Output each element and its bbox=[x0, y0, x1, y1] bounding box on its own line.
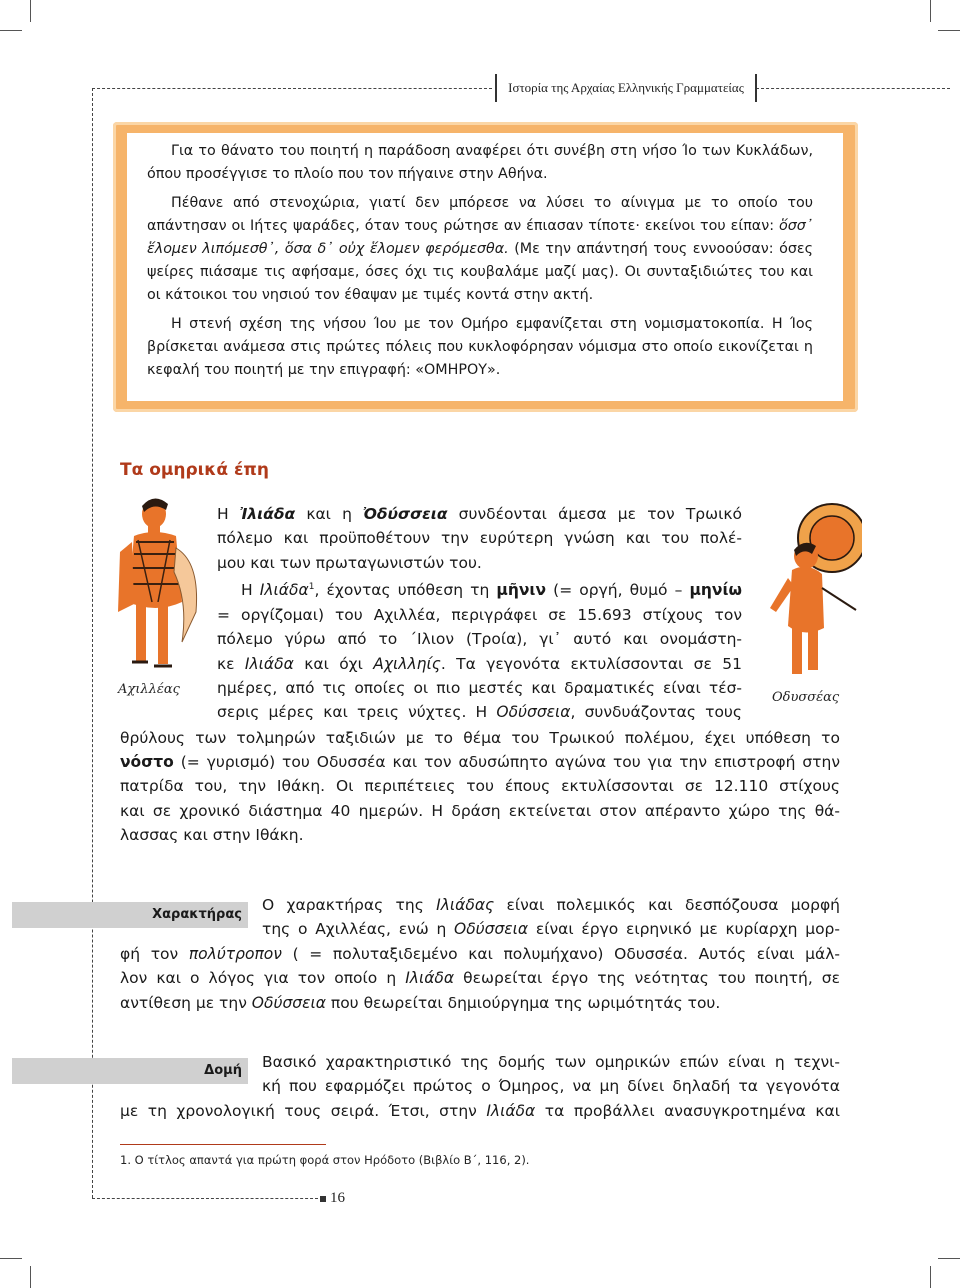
epics-text-wide bbox=[120, 726, 840, 848]
greek-term: νόστο bbox=[120, 753, 174, 771]
crop-mark bbox=[0, 30, 22, 31]
text-run: Η bbox=[217, 505, 240, 523]
page-frame-left bbox=[92, 88, 93, 1198]
achilles-figure-illustration bbox=[112, 492, 204, 682]
text-line: κή που εφαρμόζει πρώτος ο Όμηρος, να μη δίνει δηλαδή τα γεγονότα bbox=[262, 1077, 840, 1096]
achillis-title: Αχιλληίς bbox=[373, 654, 441, 673]
text-run: , συνδυάζοντας τους bbox=[570, 703, 742, 722]
header-rule-right bbox=[756, 88, 950, 89]
greek-term: πολύτροπον bbox=[188, 944, 282, 963]
text-run: σερις μέρες και τρεις νύχτες. Η bbox=[217, 703, 497, 722]
iliad-title: Ιλιάδας bbox=[436, 896, 495, 914]
text-run: ( = πολυταξιδεμένο και πολυμήχανο) Οδυσσέα. Αυτός είναι μάλ- bbox=[281, 944, 840, 963]
text-line: πόλεμο γύρω από το ΄Ιλιον (Τροία), γι᾿ αυτό και ονομάστη- bbox=[217, 630, 742, 649]
text-run: συνδέονται άμεσα με τον Τρωικό bbox=[447, 505, 742, 523]
text-run: Η bbox=[241, 581, 260, 600]
text-line bbox=[217, 652, 742, 676]
text-line bbox=[120, 991, 840, 1015]
crop-mark bbox=[30, 0, 31, 22]
text-line bbox=[120, 942, 840, 966]
iliad-title: Ιλιάδα bbox=[486, 1101, 536, 1120]
text-run: και η bbox=[295, 505, 364, 523]
crop-mark bbox=[930, 1266, 931, 1288]
text-run: (= οργή, θυμό – bbox=[546, 581, 690, 600]
text-line: = οργίζομαι) του Αχιλλέα, περιγράφει σε 15.693 στίχους τον bbox=[217, 605, 742, 624]
note-text: Πέθανε από στενοχώρια, γιατί δεν μπόρεσε να λύσει το αίνιγμα με το οποίο του απάντησαν οι Ιήτες ψαράδες, όταν τους ρώτησε αν έπιασαν τίποτε· εκείνοι του είπαν: bbox=[147, 195, 813, 234]
text-run: λον και ο λόγος για τον οποίο η bbox=[120, 969, 406, 988]
text-run: Ο χαρακτήρας της bbox=[262, 896, 437, 914]
iliad-title: Ἰλιάδα bbox=[239, 505, 296, 523]
odysseus-figure-illustration bbox=[752, 498, 862, 688]
text-line bbox=[217, 575, 742, 603]
section-heading: Τα ομηρικά έπη bbox=[120, 460, 269, 480]
text-line bbox=[217, 700, 742, 724]
header-rule-left bbox=[92, 88, 492, 89]
side-label-structure: Δομή bbox=[12, 1058, 248, 1084]
text-line: Βασικό χαρακτηριστικό της δομής των ομηρικών επών είναι η τεχνι- bbox=[262, 1053, 840, 1071]
side-label-character: Χαρακτήρας bbox=[12, 902, 248, 928]
text-line: πόλεμο και προϋποθέτουν την ευρύτερη γνώση και του πολέ- bbox=[217, 529, 742, 548]
character-text-narrow bbox=[262, 893, 840, 942]
iliad-title: Ιλιάδα bbox=[259, 581, 309, 600]
text-line bbox=[262, 917, 840, 941]
footnote: 1. Ο τίτλος απαντά για πρώτη φορά στον Ηρόδοτο (Βιβλίο Β΄, 116, 2). bbox=[120, 1153, 530, 1167]
text-run: και όχι bbox=[293, 654, 374, 673]
iliad-title: Ιλιάδα bbox=[244, 654, 294, 673]
text-line: ημέρες, από τις οποίες οι πιο μεστές και δραματικές είναι τέσ- bbox=[217, 679, 742, 697]
text-run: αντίθεση με την bbox=[120, 993, 252, 1012]
text-run: που θεωρείται δημιούργημα της ωριμότητάς του. bbox=[325, 993, 721, 1012]
achilles-caption: Αχιλλέας bbox=[118, 682, 180, 697]
crop-mark bbox=[930, 0, 931, 22]
text-line: θρύλους των τολμηρών ταξιδιών με το θέμα του Τρωικού πολέμου, έχει υπόθεση το bbox=[120, 728, 840, 747]
text-line: και σε χρονικό διάστημα 40 ημερών. Η δράση εκτείνεται στον απέραντο χώρο της θά- bbox=[120, 801, 840, 820]
text-run: είναι έργο ειρηνικό με κυρίαρχη μορ- bbox=[528, 920, 840, 939]
crop-mark bbox=[938, 30, 960, 31]
text-run: με τη χρονολογική τους σειρά. Έτσι, στην bbox=[120, 1101, 487, 1120]
note-box-text bbox=[147, 140, 813, 388]
text-run: θεωρείται έργο της νεότητας του ποιητή, σε bbox=[454, 969, 840, 988]
structure-text-wide bbox=[120, 1099, 840, 1123]
note-paragraph: Η στενή σχέση της νήσου Ίου με τον Ομήρο εμφανίζεται στη νομισματοκοπία. Η Ίος βρίσκεται ανάμεσα στις πρώτες πόλεις που κυκλοφόρησαν νόμισμα στο οποίο εικονίζεται η κεφαλή του ποιητή με την επιγραφή: «ΟΜΗΡΟΥ». bbox=[147, 316, 813, 378]
epics-text-narrow bbox=[217, 502, 742, 725]
text-run: φή τον bbox=[120, 944, 189, 963]
text-line: μου και των πρωταγωνιστών του. bbox=[217, 553, 482, 572]
text-line bbox=[120, 966, 840, 990]
text-line bbox=[120, 750, 840, 774]
running-header: Ιστορία της Αρχαίας Ελληνικής Γραμματείας bbox=[495, 74, 757, 102]
odyssey-title: Οδύσσεια bbox=[454, 920, 529, 939]
crop-mark bbox=[0, 1258, 22, 1259]
greek-term: μηνίω bbox=[689, 581, 742, 600]
greek-term: μῆνιν bbox=[496, 581, 547, 600]
note-text: (Με την απάντησή τους εννοούσαν: όσες ψείρες πιάσαμε τις αφήσαμε, όσες όχι τις κουβαλάμε μαζί μας). Οι συνταξιδιώτες του και οι κάτοικοι του νησιού τον έθαψαν με τιμές κοντά στην ακτή. bbox=[147, 241, 813, 303]
text-line bbox=[120, 1099, 840, 1123]
text-run: . Τα γεγονότα εκτυλίσσονται σε 51 bbox=[440, 654, 742, 673]
iliad-title: Ιλιάδα bbox=[405, 969, 455, 988]
text-run: κε bbox=[217, 654, 245, 673]
ancient-quote: ὅσσ᾿ ἕλομεν λιπόμεσθ᾿, ὅσα δ᾿ οὐχ ἕλομεν φερόμεσθα. bbox=[147, 218, 813, 257]
footnote-rule bbox=[120, 1144, 326, 1145]
crop-mark bbox=[938, 1258, 960, 1259]
page-frame-bottom bbox=[92, 1198, 318, 1199]
text-run: , έχοντας υπόθεση τη bbox=[314, 581, 497, 600]
text-run: (= γυρισμό) του Οδυσσέα και τον αδυσώπητο αγώνα του για την επιστροφή στην bbox=[173, 753, 840, 771]
text-run: τα προβάλλει ανασυγκροτημένα και bbox=[535, 1101, 840, 1120]
text-line bbox=[217, 502, 742, 526]
note-paragraph bbox=[147, 192, 813, 307]
odyssey-title: Ὀδύσσεια bbox=[363, 505, 448, 523]
structure-text-narrow bbox=[262, 1050, 840, 1099]
page-number-marker bbox=[320, 1196, 326, 1202]
page-number: 16 bbox=[330, 1190, 345, 1206]
odysseus-caption: Οδυσσέας bbox=[772, 690, 840, 705]
character-text-wide bbox=[120, 942, 840, 1015]
odyssey-title: Οδύσσεια bbox=[496, 703, 571, 722]
text-line: λασσας και στην Ιθάκη. bbox=[120, 826, 304, 845]
note-paragraph: Για το θάνατο του ποιητή η παράδοση αναφέρει ότι συνέβη στη νήσο Ίο των Κυκλάδων, όπου προσέγγισε το πλοίο που τον πήγαινε στην Αθήνα. bbox=[147, 143, 813, 182]
crop-mark bbox=[30, 1266, 31, 1288]
odyssey-title: Οδύσσεια bbox=[251, 993, 326, 1012]
text-run: είναι πολεμικός και δεσπόζουσα μορφή bbox=[494, 896, 840, 914]
footnote-ref: 1 bbox=[308, 582, 315, 593]
text-line: πατρίδα του, την Ιθάκη. Οι περιπέτειες του έπους εκτυλίσσονται σε 12.110 στίχους bbox=[120, 777, 840, 796]
text-run: της ο Αχιλλέας, ενώ η bbox=[262, 920, 454, 939]
text-line bbox=[262, 893, 840, 917]
